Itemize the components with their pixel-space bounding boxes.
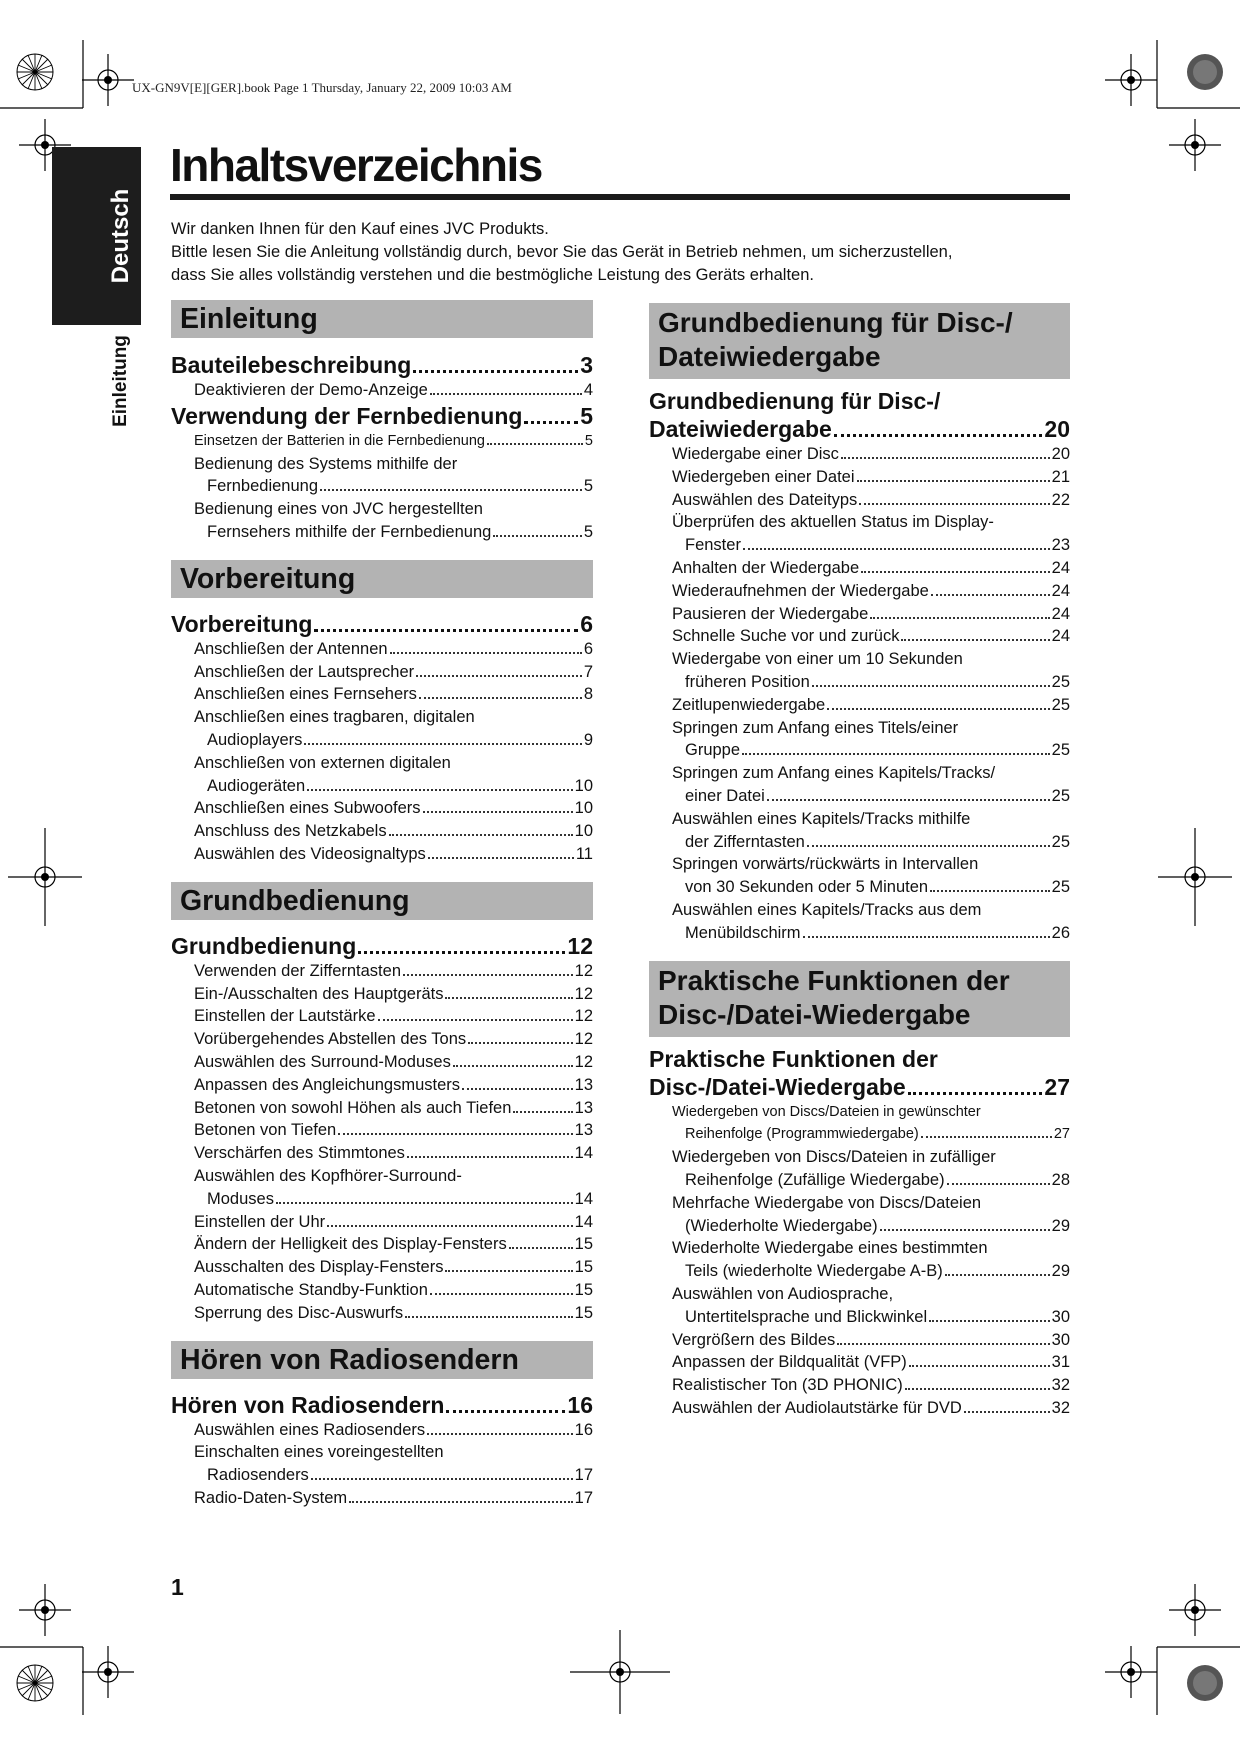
entry-label: Auswählen des Dateityps bbox=[672, 490, 858, 509]
entry-label: Anschluss des Netzkabels bbox=[194, 822, 387, 841]
entry-page: 15 bbox=[574, 1303, 593, 1322]
toc-main-entry[interactable] bbox=[171, 351, 593, 379]
toc-main-entry[interactable] bbox=[171, 402, 593, 430]
entry-page: 15 bbox=[574, 1258, 593, 1277]
entry-label: Automatische Standby-Funktion bbox=[194, 1280, 428, 1299]
entry-label: Anschließen eines Fernsehers bbox=[194, 685, 417, 704]
toc-entry[interactable] bbox=[649, 1329, 1070, 1352]
entry-page: 24 bbox=[1051, 604, 1070, 623]
toc-entry[interactable] bbox=[171, 1119, 593, 1142]
entry-page: 30 bbox=[1051, 1307, 1070, 1326]
entry-label: Anpassen der Bildqualität (VFP) bbox=[672, 1353, 907, 1372]
entry-label: Radiosenders bbox=[207, 1466, 309, 1485]
toc-entry[interactable] bbox=[171, 1487, 593, 1510]
entry-page: 16 bbox=[574, 1420, 593, 1439]
toc-entry-line[interactable]: Springen zum Anfang eines Titels/einer bbox=[672, 718, 959, 737]
entry-label: Hören von Radiosendern bbox=[171, 1391, 445, 1418]
entry-page: 8 bbox=[583, 685, 593, 704]
entry-label: Einstellen der Uhr bbox=[194, 1212, 326, 1231]
toc-entry[interactable] bbox=[171, 983, 593, 1006]
toc-main-entry[interactable] bbox=[649, 1073, 1070, 1101]
section-header-einleitung: Einleitung bbox=[171, 300, 593, 338]
entry-page: 21 bbox=[1051, 467, 1070, 486]
toc-entry[interactable] bbox=[171, 1074, 593, 1097]
entry-page: 15 bbox=[574, 1280, 593, 1299]
entry-label: Betonen von sowohl Höhen als auch Tiefen bbox=[194, 1098, 512, 1117]
toc-entry[interactable] bbox=[649, 466, 1070, 489]
toc-entry[interactable] bbox=[649, 876, 1070, 899]
toc-entry[interactable] bbox=[649, 1215, 1070, 1238]
entry-page: 4 bbox=[583, 381, 593, 399]
entry-page: 25 bbox=[1051, 741, 1070, 760]
toc-entry[interactable] bbox=[649, 1374, 1070, 1397]
entry-label: Audiogeräten bbox=[207, 776, 306, 795]
toc-entry[interactable] bbox=[171, 775, 593, 798]
entry-label: (Wiederholte Wiedergabe) bbox=[685, 1216, 878, 1235]
toc-main-entry[interactable] bbox=[171, 1391, 593, 1419]
entry-label: Reihenfolge (Programmwiedergabe) bbox=[685, 1126, 919, 1143]
entry-label: Reihenfolge (Zufällige Wiedergabe) bbox=[685, 1170, 945, 1189]
toc-entry[interactable] bbox=[171, 521, 593, 544]
toc-main-entry[interactable] bbox=[171, 932, 593, 960]
entry-page: 20 bbox=[1044, 416, 1070, 442]
entry-label: Vergrößern des Bildes bbox=[672, 1330, 836, 1349]
entry-label: früheren Position bbox=[685, 672, 810, 691]
entry-label: Deaktivieren der Demo-Anzeige bbox=[194, 381, 428, 399]
toc-entry[interactable] bbox=[649, 603, 1070, 626]
toc-entry[interactable] bbox=[649, 580, 1070, 603]
entry-label: Vorbereitung bbox=[171, 610, 313, 637]
section-header-line: Dateiwiedergabe bbox=[658, 341, 881, 372]
entry-page: 9 bbox=[583, 730, 593, 749]
intro-text bbox=[171, 218, 1071, 287]
entry-page: 12 bbox=[574, 1030, 593, 1049]
toc-entry-line[interactable]: Einschalten eines voreingestellten bbox=[194, 1443, 444, 1462]
entry-label: Fernsehers mithilfe der Fernbedienung bbox=[207, 522, 492, 541]
entry-label: Anschließen der Lautsprecher bbox=[194, 662, 415, 681]
entry-page: 17 bbox=[574, 1466, 593, 1485]
entry-page: 5 bbox=[583, 477, 593, 496]
toc-entry[interactable] bbox=[649, 534, 1070, 557]
toc-entry[interactable] bbox=[171, 1256, 593, 1279]
entry-label: Auswählen der Audiolautstärke für DVD bbox=[672, 1398, 962, 1417]
entry-label: Betonen von Tiefen bbox=[194, 1121, 337, 1140]
entry-page: 25 bbox=[1051, 786, 1070, 805]
entry-page: 5 bbox=[583, 522, 593, 541]
entry-label: einer Datei bbox=[685, 786, 765, 805]
toc-entry[interactable] bbox=[649, 831, 1070, 854]
entry-label: der Zifferntasten bbox=[685, 832, 805, 851]
entry-page: 30 bbox=[1051, 1330, 1070, 1349]
entry-label: Audioplayers bbox=[207, 730, 303, 749]
toc-entry[interactable] bbox=[171, 1464, 593, 1487]
entry-page: 24 bbox=[1051, 558, 1070, 577]
toc-entry[interactable] bbox=[171, 960, 593, 983]
toc-entry[interactable] bbox=[649, 443, 1070, 466]
entry-label: Gruppe bbox=[685, 741, 741, 760]
section-tab-label: Einleitung bbox=[110, 335, 131, 427]
toc-entry[interactable] bbox=[649, 1260, 1070, 1283]
entry-page: 24 bbox=[1051, 627, 1070, 646]
entry-page: 3 bbox=[580, 352, 593, 378]
toc-entry[interactable] bbox=[171, 843, 593, 866]
title-rule bbox=[170, 194, 1070, 200]
entry-page: 12 bbox=[574, 1052, 593, 1071]
toc-entry-line[interactable]: Wiedergabe von einer um 10 Sekunden bbox=[672, 650, 963, 669]
entry-label: Ein-/Ausschalten des Hauptgeräts bbox=[194, 984, 444, 1003]
entry-page: 26 bbox=[1051, 923, 1070, 942]
entry-label: Radio-Daten-System bbox=[194, 1488, 348, 1507]
section-header-line: Praktische Funktionen der bbox=[658, 964, 1010, 996]
entry-label: Realistischer Ton (3D PHONIC) bbox=[672, 1376, 903, 1395]
entry-label: Wiedergabe einer Disc bbox=[672, 445, 839, 463]
entry-page: 32 bbox=[1051, 1398, 1070, 1417]
entry-page: 10 bbox=[574, 822, 593, 841]
toc-entry[interactable] bbox=[171, 1142, 593, 1165]
entry-label: Menübildschirm bbox=[685, 923, 801, 942]
toc-entry[interactable] bbox=[171, 1051, 593, 1074]
entry-label: Fernbedienung bbox=[207, 477, 319, 496]
entry-page: 6 bbox=[580, 610, 593, 637]
section-header-praktisch bbox=[649, 961, 1070, 1037]
entry-page: 7 bbox=[583, 662, 593, 681]
entry-label: von 30 Sekunden oder 5 Minuten bbox=[685, 878, 929, 897]
toc-entry[interactable] bbox=[649, 694, 1070, 717]
entry-page: 12 bbox=[574, 984, 593, 1003]
toc-entry[interactable] bbox=[649, 1351, 1070, 1374]
toc-entry[interactable] bbox=[171, 379, 593, 402]
entry-page: 15 bbox=[574, 1235, 593, 1254]
entry-label: Moduses bbox=[207, 1189, 274, 1208]
page-number: 1 bbox=[171, 1574, 184, 1600]
entry-label: Untertitelsprache und Blickwinkel bbox=[685, 1307, 928, 1326]
entry-label: Disc-/Datei-Wiedergabe bbox=[649, 1073, 906, 1100]
toc-entry[interactable] bbox=[649, 922, 1070, 945]
entry-page: 31 bbox=[1051, 1353, 1070, 1372]
entry-label: Ändern der Helligkeit des Display-Fensters bbox=[194, 1235, 507, 1254]
toc-entry[interactable] bbox=[649, 489, 1070, 512]
entry-page: 10 bbox=[574, 799, 593, 818]
entry-page: 12 bbox=[574, 961, 593, 980]
toc-entry[interactable] bbox=[171, 1188, 593, 1211]
toc-entry[interactable] bbox=[171, 1097, 593, 1120]
entry-page: 12 bbox=[567, 932, 593, 959]
toc-entry-line[interactable]: Wiedergeben von Discs/Dateien in gewünschter bbox=[672, 1103, 981, 1120]
entry-label: Einsetzen der Batterien in die Fernbedienung bbox=[194, 432, 485, 449]
entry-page: 12 bbox=[574, 1007, 593, 1026]
toc-entry-line[interactable]: Springen vorwärts/rückwärts in Intervallen bbox=[672, 855, 979, 874]
section-header-disc bbox=[649, 303, 1070, 379]
toc-entry[interactable] bbox=[171, 683, 593, 706]
toc-entry-line[interactable]: Wiederholte Wiedergabe eines bestimmten bbox=[672, 1239, 988, 1258]
entry-label: Verwenden der Zifferntasten bbox=[194, 961, 401, 980]
toc-entry-line[interactable]: Auswählen von Audiosprache, bbox=[672, 1284, 894, 1303]
toc-entry[interactable] bbox=[171, 797, 593, 820]
toc-entry[interactable] bbox=[649, 1397, 1070, 1420]
toc-entry[interactable] bbox=[171, 638, 593, 661]
section-header-line: Disc-/Datei-Wiedergabe bbox=[658, 998, 971, 1030]
section-header-vorbereitung: Vorbereitung bbox=[171, 560, 593, 598]
entry-page: 11 bbox=[575, 844, 593, 863]
entry-label: Grundbedienung bbox=[171, 932, 357, 959]
entry-page: 6 bbox=[583, 639, 593, 658]
entry-label: Dateiwiedergabe bbox=[649, 416, 832, 442]
toc-main-entry[interactable] bbox=[649, 415, 1070, 443]
toc-entry-line[interactable]: Mehrfache Wiedergabe von Discs/Dateien bbox=[672, 1193, 982, 1212]
toc-entry-line[interactable]: Anschließen von externen digitalen bbox=[194, 753, 451, 772]
toc-entry-line[interactable]: Auswählen eines Kapitels/Tracks mithilfe bbox=[672, 809, 971, 828]
intro-line: dass Sie alles vollständig verstehen und die bestmögliche Leistung des Geräts erhalten. bbox=[171, 266, 814, 284]
entry-page: 25 bbox=[1051, 832, 1070, 851]
toc-entry[interactable] bbox=[171, 430, 593, 453]
section-header-grundbedienung: Grundbedienung bbox=[171, 882, 593, 920]
toc-entry-line[interactable]: Auswählen eines Kapitels/Tracks aus dem bbox=[672, 900, 982, 919]
toc-entry[interactable] bbox=[649, 739, 1070, 762]
entry-label: Ausschalten des Display-Fensters bbox=[194, 1258, 444, 1277]
entry-page: 16 bbox=[567, 1391, 593, 1418]
entry-page: 27 bbox=[1044, 1073, 1070, 1100]
toc-entry[interactable] bbox=[649, 1306, 1070, 1329]
toc-entry-line[interactable]: Überprüfen des aktuellen Status im Display- bbox=[672, 513, 994, 532]
toc-main-entry-line[interactable]: Grundbedienung für Disc-/ bbox=[649, 388, 941, 414]
toc-entry[interactable] bbox=[171, 729, 593, 752]
toc-entry[interactable] bbox=[171, 1302, 593, 1325]
toc-entry[interactable] bbox=[171, 475, 593, 498]
entry-label: Anschließen eines Subwoofers bbox=[194, 799, 421, 818]
toc-entry-line[interactable]: Bedienung eines von JVC hergestellten bbox=[194, 500, 483, 519]
toc-main-entry[interactable] bbox=[171, 610, 593, 638]
entry-label: Fenster bbox=[685, 536, 741, 555]
toc-entry[interactable] bbox=[171, 1233, 593, 1256]
toc-entry-line[interactable]: Springen zum Anfang eines Kapitels/Tracks/ bbox=[672, 764, 996, 783]
toc-entry[interactable] bbox=[171, 1211, 593, 1234]
entry-page: 32 bbox=[1051, 1376, 1070, 1395]
entry-label: Wiederaufnehmen der Wiedergabe bbox=[672, 581, 929, 600]
entry-page: 10 bbox=[574, 776, 593, 795]
entry-label: Wiedergeben einer Datei bbox=[672, 467, 855, 486]
entry-page: 28 bbox=[1051, 1170, 1070, 1189]
toc-entry[interactable] bbox=[649, 1169, 1070, 1192]
intro-line: Wir danken Ihnen für den Kauf eines JVC Produkts. bbox=[171, 220, 549, 238]
entry-page: 25 bbox=[1051, 672, 1070, 691]
entry-label: Auswählen des Videosignaltyps bbox=[194, 844, 426, 863]
toc-entry-line[interactable]: Wiedergeben von Discs/Dateien in zufälliger bbox=[672, 1148, 996, 1167]
entry-label: Bauteilebeschreibung bbox=[171, 352, 412, 378]
entry-page: 25 bbox=[1051, 878, 1070, 897]
entry-page: 14 bbox=[574, 1189, 593, 1208]
toc-entry-line[interactable]: Auswählen des Kopfhörer-Surround- bbox=[194, 1166, 462, 1185]
entry-page: 22 bbox=[1051, 490, 1070, 509]
page-title: Inhaltsverzeichnis bbox=[170, 139, 542, 191]
intro-line: Bittle lesen Sie die Anleitung vollständig durch, bevor Sie das Gerät in Betrieb nehmen, um sicherzustellen, bbox=[171, 243, 953, 261]
entry-page: 29 bbox=[1051, 1216, 1070, 1235]
entry-label: Verwendung der Fernbedienung bbox=[171, 402, 523, 429]
toc-entry[interactable] bbox=[171, 820, 593, 843]
entry-page: 5 bbox=[580, 402, 593, 429]
entry-label: Vorübergehendes Abstellen des Tons bbox=[194, 1030, 467, 1049]
entry-label: Schnelle Suche vor und zurück bbox=[672, 627, 900, 646]
toc-entry[interactable] bbox=[649, 557, 1070, 580]
entry-label: Anhalten der Wiedergabe bbox=[672, 558, 860, 577]
entry-label: Einstellen der Lautstärke bbox=[194, 1007, 376, 1026]
entry-label: Anschließen der Antennen bbox=[194, 639, 388, 658]
toc-left-column bbox=[171, 300, 593, 1510]
entry-label: Anpassen des Angleichungsmusters bbox=[194, 1075, 460, 1094]
entry-label: Verschärfen des Stimmtones bbox=[194, 1144, 405, 1163]
section-header-line: Grundbedienung für Disc-/ bbox=[658, 307, 1013, 338]
entry-page: 13 bbox=[574, 1075, 593, 1094]
entry-page: 13 bbox=[574, 1098, 593, 1117]
entry-label: Auswählen eines Radiosenders bbox=[194, 1420, 426, 1439]
entry-page: 23 bbox=[1051, 536, 1070, 555]
toc-entry[interactable] bbox=[649, 671, 1070, 694]
toc-entry[interactable] bbox=[171, 1419, 593, 1442]
toc-entry[interactable] bbox=[649, 625, 1070, 648]
entry-page: 14 bbox=[574, 1212, 593, 1231]
toc-right-column bbox=[649, 303, 1070, 1420]
toc-entry[interactable] bbox=[171, 661, 593, 684]
entry-page: 17 bbox=[574, 1488, 593, 1507]
entry-label: Pausieren der Wiedergabe bbox=[672, 604, 869, 623]
entry-page: 13 bbox=[574, 1121, 593, 1140]
file-header: UX-GN9V[E][GER].book Page 1 Thursday, January 22, 2009 10:03 AM bbox=[132, 80, 512, 95]
entry-page: 20 bbox=[1051, 445, 1070, 463]
toc-entry[interactable] bbox=[171, 1028, 593, 1051]
toc-entry-line[interactable]: Bedienung des Systems mithilfe der bbox=[194, 454, 458, 473]
toc-entry[interactable] bbox=[649, 785, 1070, 808]
toc-entry[interactable] bbox=[649, 1123, 1070, 1146]
entry-label: Zeitlupenwiedergabe bbox=[672, 695, 826, 714]
toc-entry[interactable] bbox=[171, 1005, 593, 1028]
section-header-radio: Hören von Radiosendern bbox=[171, 1341, 593, 1379]
entry-page: 24 bbox=[1051, 581, 1070, 600]
entry-label: Sperrung des Disc-Auswurfs bbox=[194, 1303, 404, 1322]
entry-label: Auswählen des Surround-Moduses bbox=[194, 1052, 451, 1071]
language-tab-label: Deutsch bbox=[107, 188, 134, 284]
toc-entry[interactable] bbox=[171, 1279, 593, 1302]
toc-entry-line[interactable]: Anschließen eines tragbaren, digitalen bbox=[194, 708, 475, 727]
entry-page: 14 bbox=[574, 1144, 593, 1163]
entry-page: 25 bbox=[1051, 695, 1070, 714]
entry-label: Teils (wiederholte Wiedergabe A-B) bbox=[685, 1262, 943, 1281]
entry-page: 27 bbox=[1053, 1126, 1070, 1143]
entry-page: 29 bbox=[1051, 1262, 1070, 1281]
toc-main-entry-line[interactable]: Praktische Funktionen der bbox=[649, 1045, 938, 1072]
entry-page: 5 bbox=[584, 432, 593, 449]
